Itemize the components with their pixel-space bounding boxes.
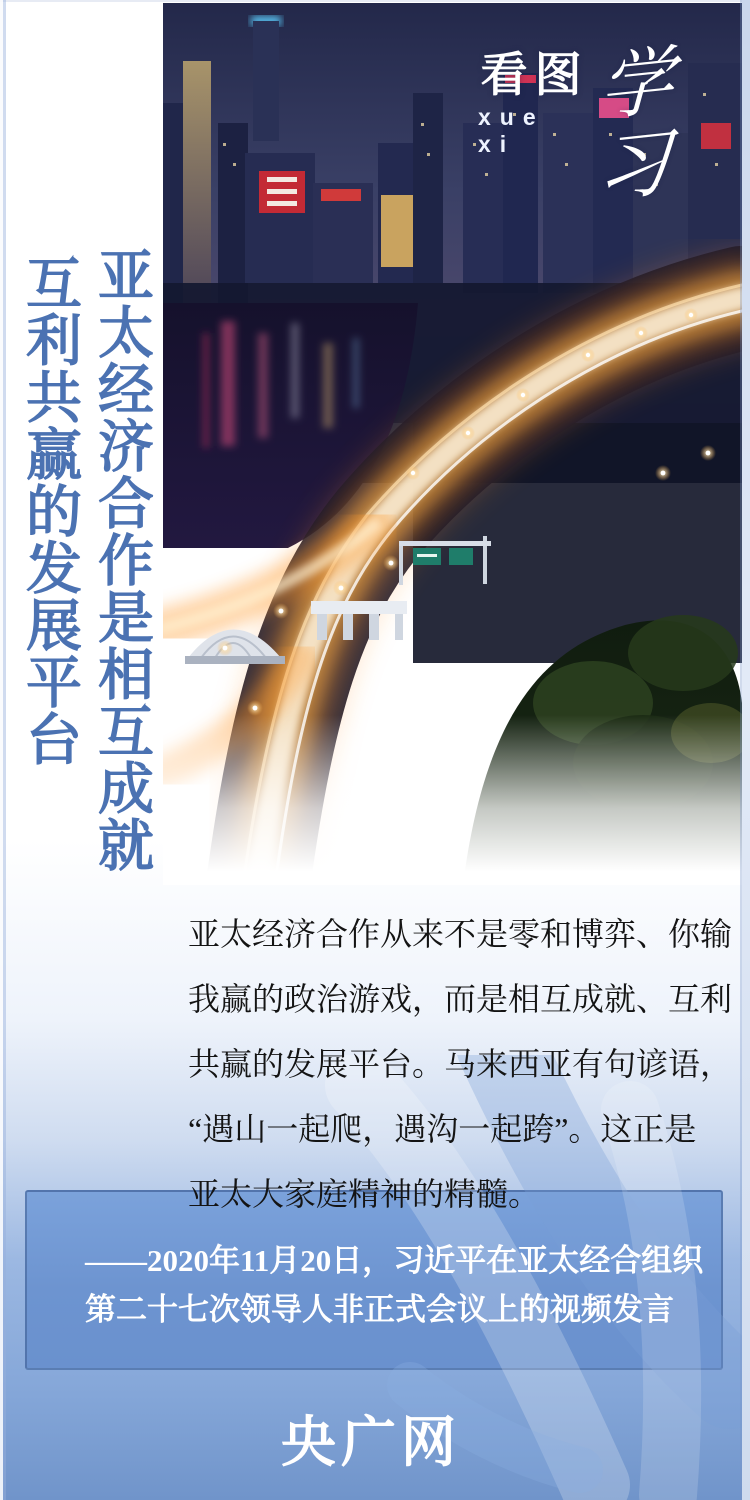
cnr-logo: 央广网 <box>280 1411 461 1473</box>
body-line: “遇山一起爬，遇沟一起跨”。这正是 <box>188 1111 697 1147</box>
body-line: 亚太大家庭精神的精髓。 <box>188 1176 541 1212</box>
brand-logo <box>478 40 742 213</box>
photo-bottom-fade <box>163 715 742 885</box>
headline-vertical-primary: 亚太经济合作是相互成就 <box>90 246 152 873</box>
page-edge-top <box>0 0 750 2</box>
body-paragraph <box>188 902 740 1227</box>
city-night-photo <box>163 3 742 885</box>
body-line: 亚太经济合作从来不是零和博弈、你输 <box>188 916 733 952</box>
brand-pinyin-text: xue xi <box>478 103 545 157</box>
page-edge-right-line <box>740 0 742 1500</box>
page-edge-left-line <box>3 0 6 1500</box>
attribution-line-2: 第二十七次领导人非正式会议上的视频发言 <box>85 1292 674 1327</box>
page-edge-right <box>742 0 750 1500</box>
body-line: 共赢的发展平台。马来西亚有句谚语， <box>188 1046 733 1082</box>
brand-kantu-text: 看图 <box>480 48 589 101</box>
brand-xuexi-calligraphy: 学习 <box>595 40 675 213</box>
attribution-line-1: ——2020年11月20日，习近平在亚太经合组织 <box>85 1243 704 1278</box>
headline-vertical-secondary: 互利共赢的发展平台 <box>18 254 80 767</box>
body-line: 我赢的政治游戏，而是相互成就、互利 <box>188 981 733 1017</box>
